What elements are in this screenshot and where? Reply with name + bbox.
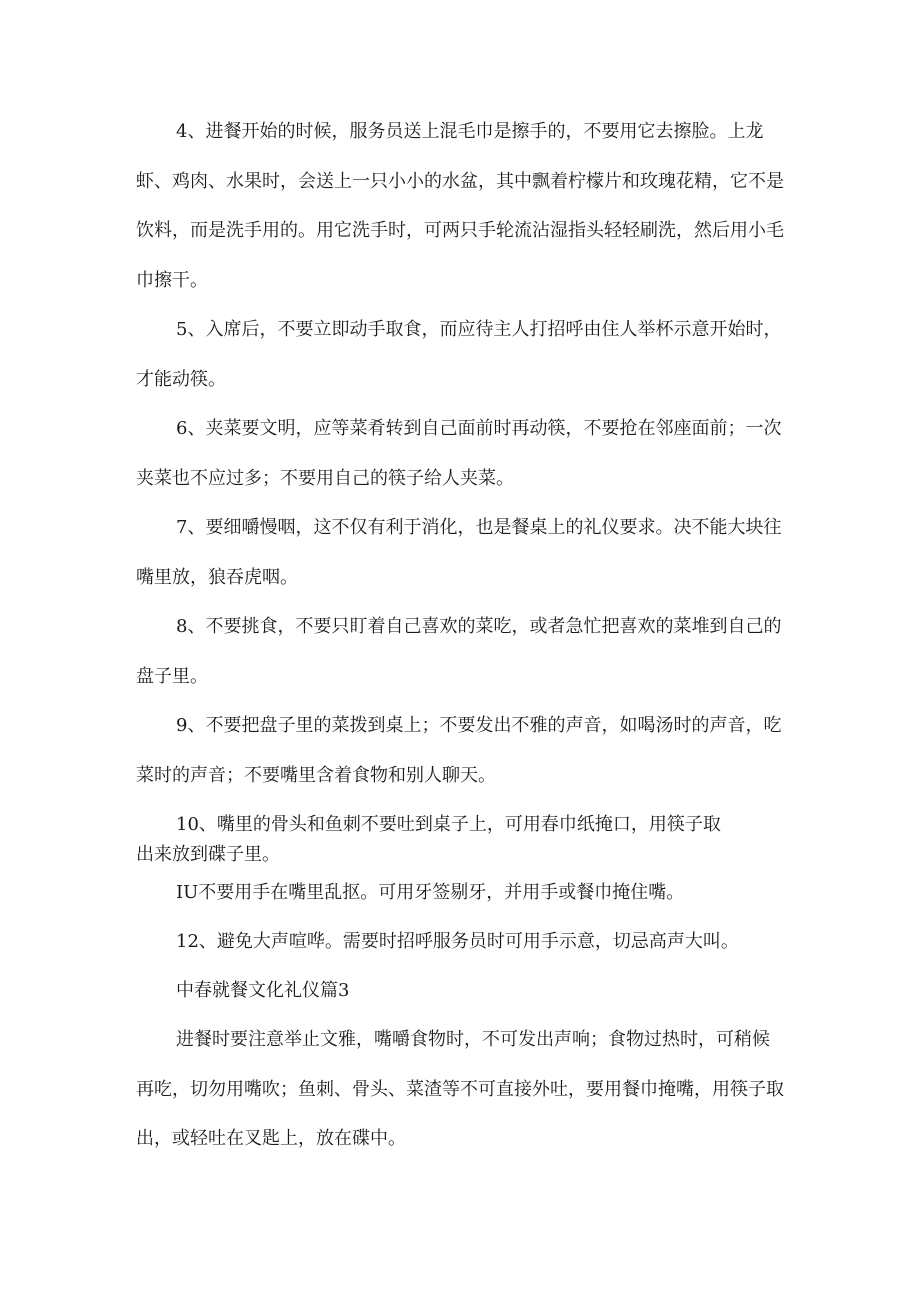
paragraph-7: 7、要细嚼慢咽，这不仅有利于消化，也是餐桌上的礼仪要求。决不能大块往嘴里放，狼吞虎咽。 (136, 517, 782, 588)
paragraph-12: 12、避免大声喧哗。需要时招呼服务员时可用手示意，切忌高声大叫。 (176, 931, 739, 952)
paragraph-10: 10、嘴里的骨头和鱼刺不要吐到桌子上，可用春巾纸掩口，用筷子取出来放到碟子里。 (136, 814, 721, 865)
paragraph-9: 9、不要把盘子里的菜拨到桌上；不要发出不雅的声音，如喝汤时的声音，吃菜时的声音；不要嘴里含着食物和别人聊天。 (136, 715, 782, 786)
paragraph-4: 4、进餐开始的时候，服务员送上混毛巾是擦手的，不要用它去擦脸。上龙虾、鸡肉、水果时，会送上一只小小的水盆，其中飘着柠檬片和玫瑰花精，它不是饮料，而是洗手用的。用它洗手时，可两只手轮流沾湿指头轻轻刷洗，然后用小毛巾擦干。 (136, 121, 784, 291)
paragraph-8: 8、不要挑食，不要只盯着自己喜欢的菜吃，或者急忙把喜欢的菜堆到自己的盘子里。 (136, 616, 782, 687)
section-heading: 中春就餐文化礼仪篇3 (176, 980, 350, 1001)
paragraph-etiquette: 进餐时要注意举止文雅，嘴嚼食物时，不可发出声响；食物过热时，可稍候再吃，切勿用嘴吹；鱼刺、骨头、菜渣等不可直接外吐，要用餐巾掩嘴，用筷子取出，或轻吐在叉匙上，放在碟中。 (136, 1029, 784, 1149)
paragraph-11: IU不要用手在嘴里乱抠。可用牙签剔牙，并用手或餐巾掩住嘴。 (176, 882, 685, 903)
paragraph-5: 5、入席后，不要立即动手取食，而应待主人打招呼由住人举杯示意开始时，才能动筷。 (136, 319, 782, 390)
paragraph-6: 6、夹菜要文明，应等菜肴转到自己面前时再动筷，不要抢在邻座面前；一次夹菜也不应过多；不要用自己的筷子给人夹菜。 (136, 418, 782, 489)
